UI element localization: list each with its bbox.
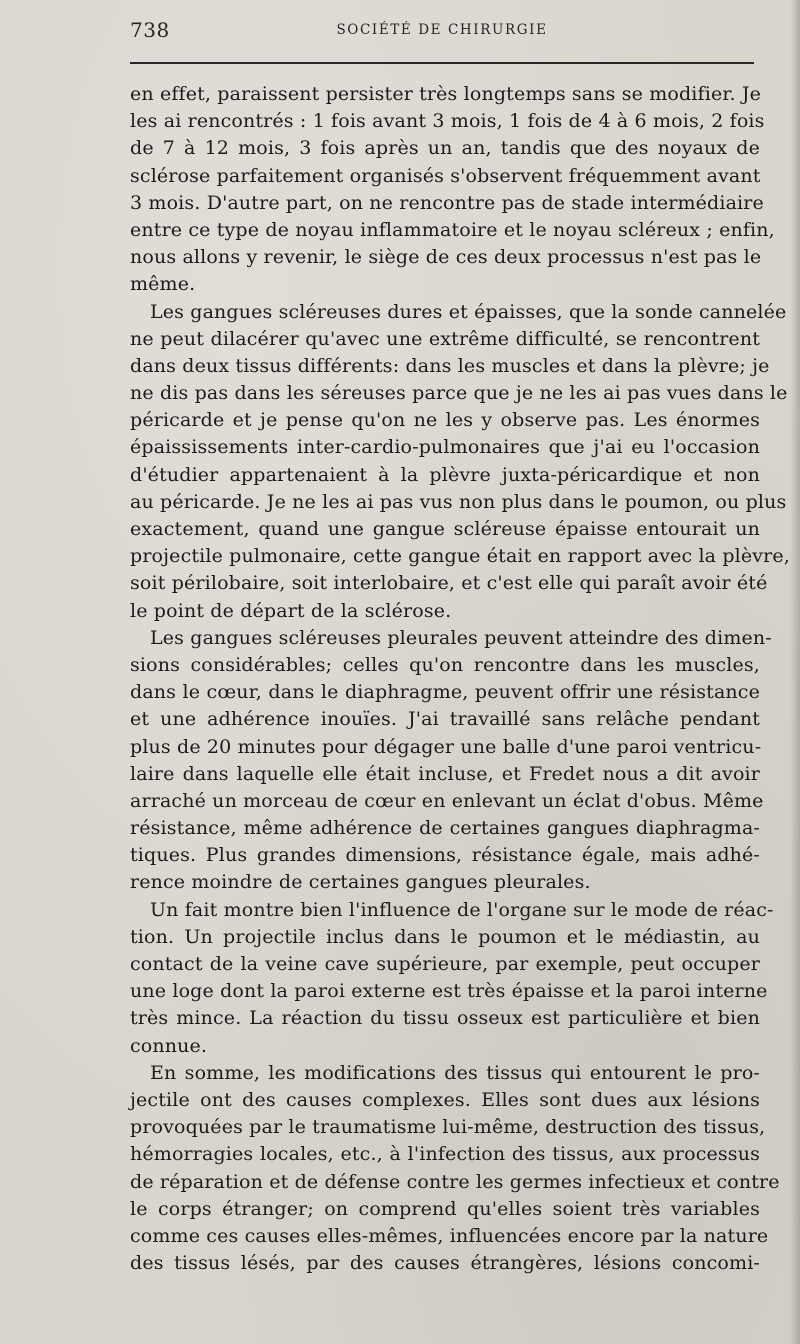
text-line: nous allons y revenir, le siège de ces deux processus n'est pas le — [130, 246, 762, 269]
body-text — [130, 81, 790, 1277]
text-line: plus de 20 minutes pour dégager une balle d'une paroi ventricu- — [130, 735, 762, 758]
text-line: provoquées par le traumatisme lui-même, destruction des tissus, — [130, 1116, 766, 1139]
text-line: Les gangues scléreuses pleurales peuvent atteindre des dimen- — [150, 626, 772, 649]
text-line: de réparation et de défense contre les germes infectieux et contre — [130, 1170, 780, 1193]
text-line: le point de départ de la sclérose. — [130, 599, 452, 622]
text-line: au péricarde. Je ne les ai pas vus non plus dans le poumon, ou plus — [130, 490, 787, 513]
text-line: dans deux tissus différents: dans les muscles et dans la plèvre; je — [130, 354, 770, 377]
page-header — [130, 18, 754, 48]
text-line: Les gangues scléreuses dures et épaisses, que la sonde cannelée — [150, 300, 787, 323]
text-line: laire dans laquelle elle était incluse, et Fredet nous a dit avoir — [130, 762, 760, 785]
text-line: une loge dont la paroi externe est très épaisse et la paroi interne — [130, 980, 768, 1003]
text-line: en effet, paraissent persister très longtemps sans se modifier. Je — [130, 83, 762, 105]
page-edge-shadow — [790, 0, 800, 1344]
text-line: projectile pulmonaire, cette gangue était en rapport avec la plèvre, — [130, 545, 790, 568]
text-line: péricarde et je pense qu'on ne les y observe pas. Les énormes — [130, 409, 760, 432]
text-line: résistance, même adhérence de certaines gangues diaphragma- — [130, 817, 760, 840]
text-line: hémorragies locales, etc., à l'infection des tissus, aux processus — [130, 1143, 760, 1166]
text-line: En somme, les modifications des tissus qui entourent le pro- — [150, 1061, 760, 1084]
text-line: d'étudier appartenaient à la plèvre juxta-péricardique et non — [130, 463, 760, 486]
text-line: sclérose parfaitement organisés s'observent fréquemment avant — [130, 164, 761, 187]
text-line: tion. Un projectile inclus dans le poumon et le médiastin, au — [130, 925, 760, 948]
text-line: tiques. Plus grandes dimensions, résistance égale, mais adhé- — [130, 844, 760, 867]
text-line: les ai rencontrés : 1 fois avant 3 mois, 1 fois de 4 à 6 mois, 2 fois — [130, 110, 765, 133]
text-line: très mince. La réaction du tissu osseux est particulière et bien — [130, 1007, 760, 1030]
text-line: même. — [130, 273, 196, 296]
text-line: le corps étranger; on comprend qu'elles soient très variables — [130, 1197, 760, 1220]
text-line: contact de la veine cave supérieure, par exemple, peut occuper — [130, 953, 760, 975]
text-line: Un fait montre bien l'influence de l'organe sur le mode de réac- — [150, 898, 774, 921]
text-line: soit périlobaire, soit interlobaire, et c'est elle qui paraît avoir été — [130, 572, 768, 595]
text-line: connue. — [130, 1034, 208, 1057]
text-line: exactement, quand une gangue scléreuse épaisse entourait un — [130, 518, 760, 540]
page-number: 738 — [130, 18, 170, 42]
header-rule — [130, 62, 754, 64]
text-line: et une adhérence inouïes. J'ai travaillé sans relâche pendant — [130, 708, 760, 731]
text-line: comme ces causes elles-mêmes, influencées encore par la nature — [130, 1224, 769, 1247]
text-line: ne peut dilacérer qu'avec une extrême difficulté, se rencontrent — [130, 327, 760, 350]
text-line: rence moindre de certaines gangues pleurales. — [130, 871, 591, 894]
text-line: des tissus lésés, par des causes étrangères, lésions concomi- — [130, 1252, 760, 1275]
running-title: SOCIÉTÉ DE CHIRURGIE — [336, 22, 548, 38]
text-line: jectile ont des causes complexes. Elles sont dues aux lésions — [130, 1088, 760, 1111]
text-line: sions considérables; celles qu'on rencontre dans les muscles, — [130, 653, 760, 676]
text-line: dans le cœur, dans le diaphragme, peuvent offrir une résistance — [130, 681, 760, 704]
text-line: entre ce type de noyau inflammatoire et le noyau scléreux ; enfin, — [130, 218, 775, 241]
text-line: de 7 à 12 mois, 3 fois après un an, tandis que des noyaux de — [130, 137, 760, 160]
text-line: épaississements inter-cardio-pulmonaires que j'ai eu l'occasion — [130, 436, 760, 459]
text-line: 3 mois. D'autre part, on ne rencontre pas de stade intermédiaire — [130, 191, 764, 214]
text-line: arraché un morceau de cœur en enlevant un éclat d'obus. Même — [130, 789, 764, 812]
text-line: ne dis pas dans les séreuses parce que je ne les ai pas vues dans le — [130, 382, 788, 405]
